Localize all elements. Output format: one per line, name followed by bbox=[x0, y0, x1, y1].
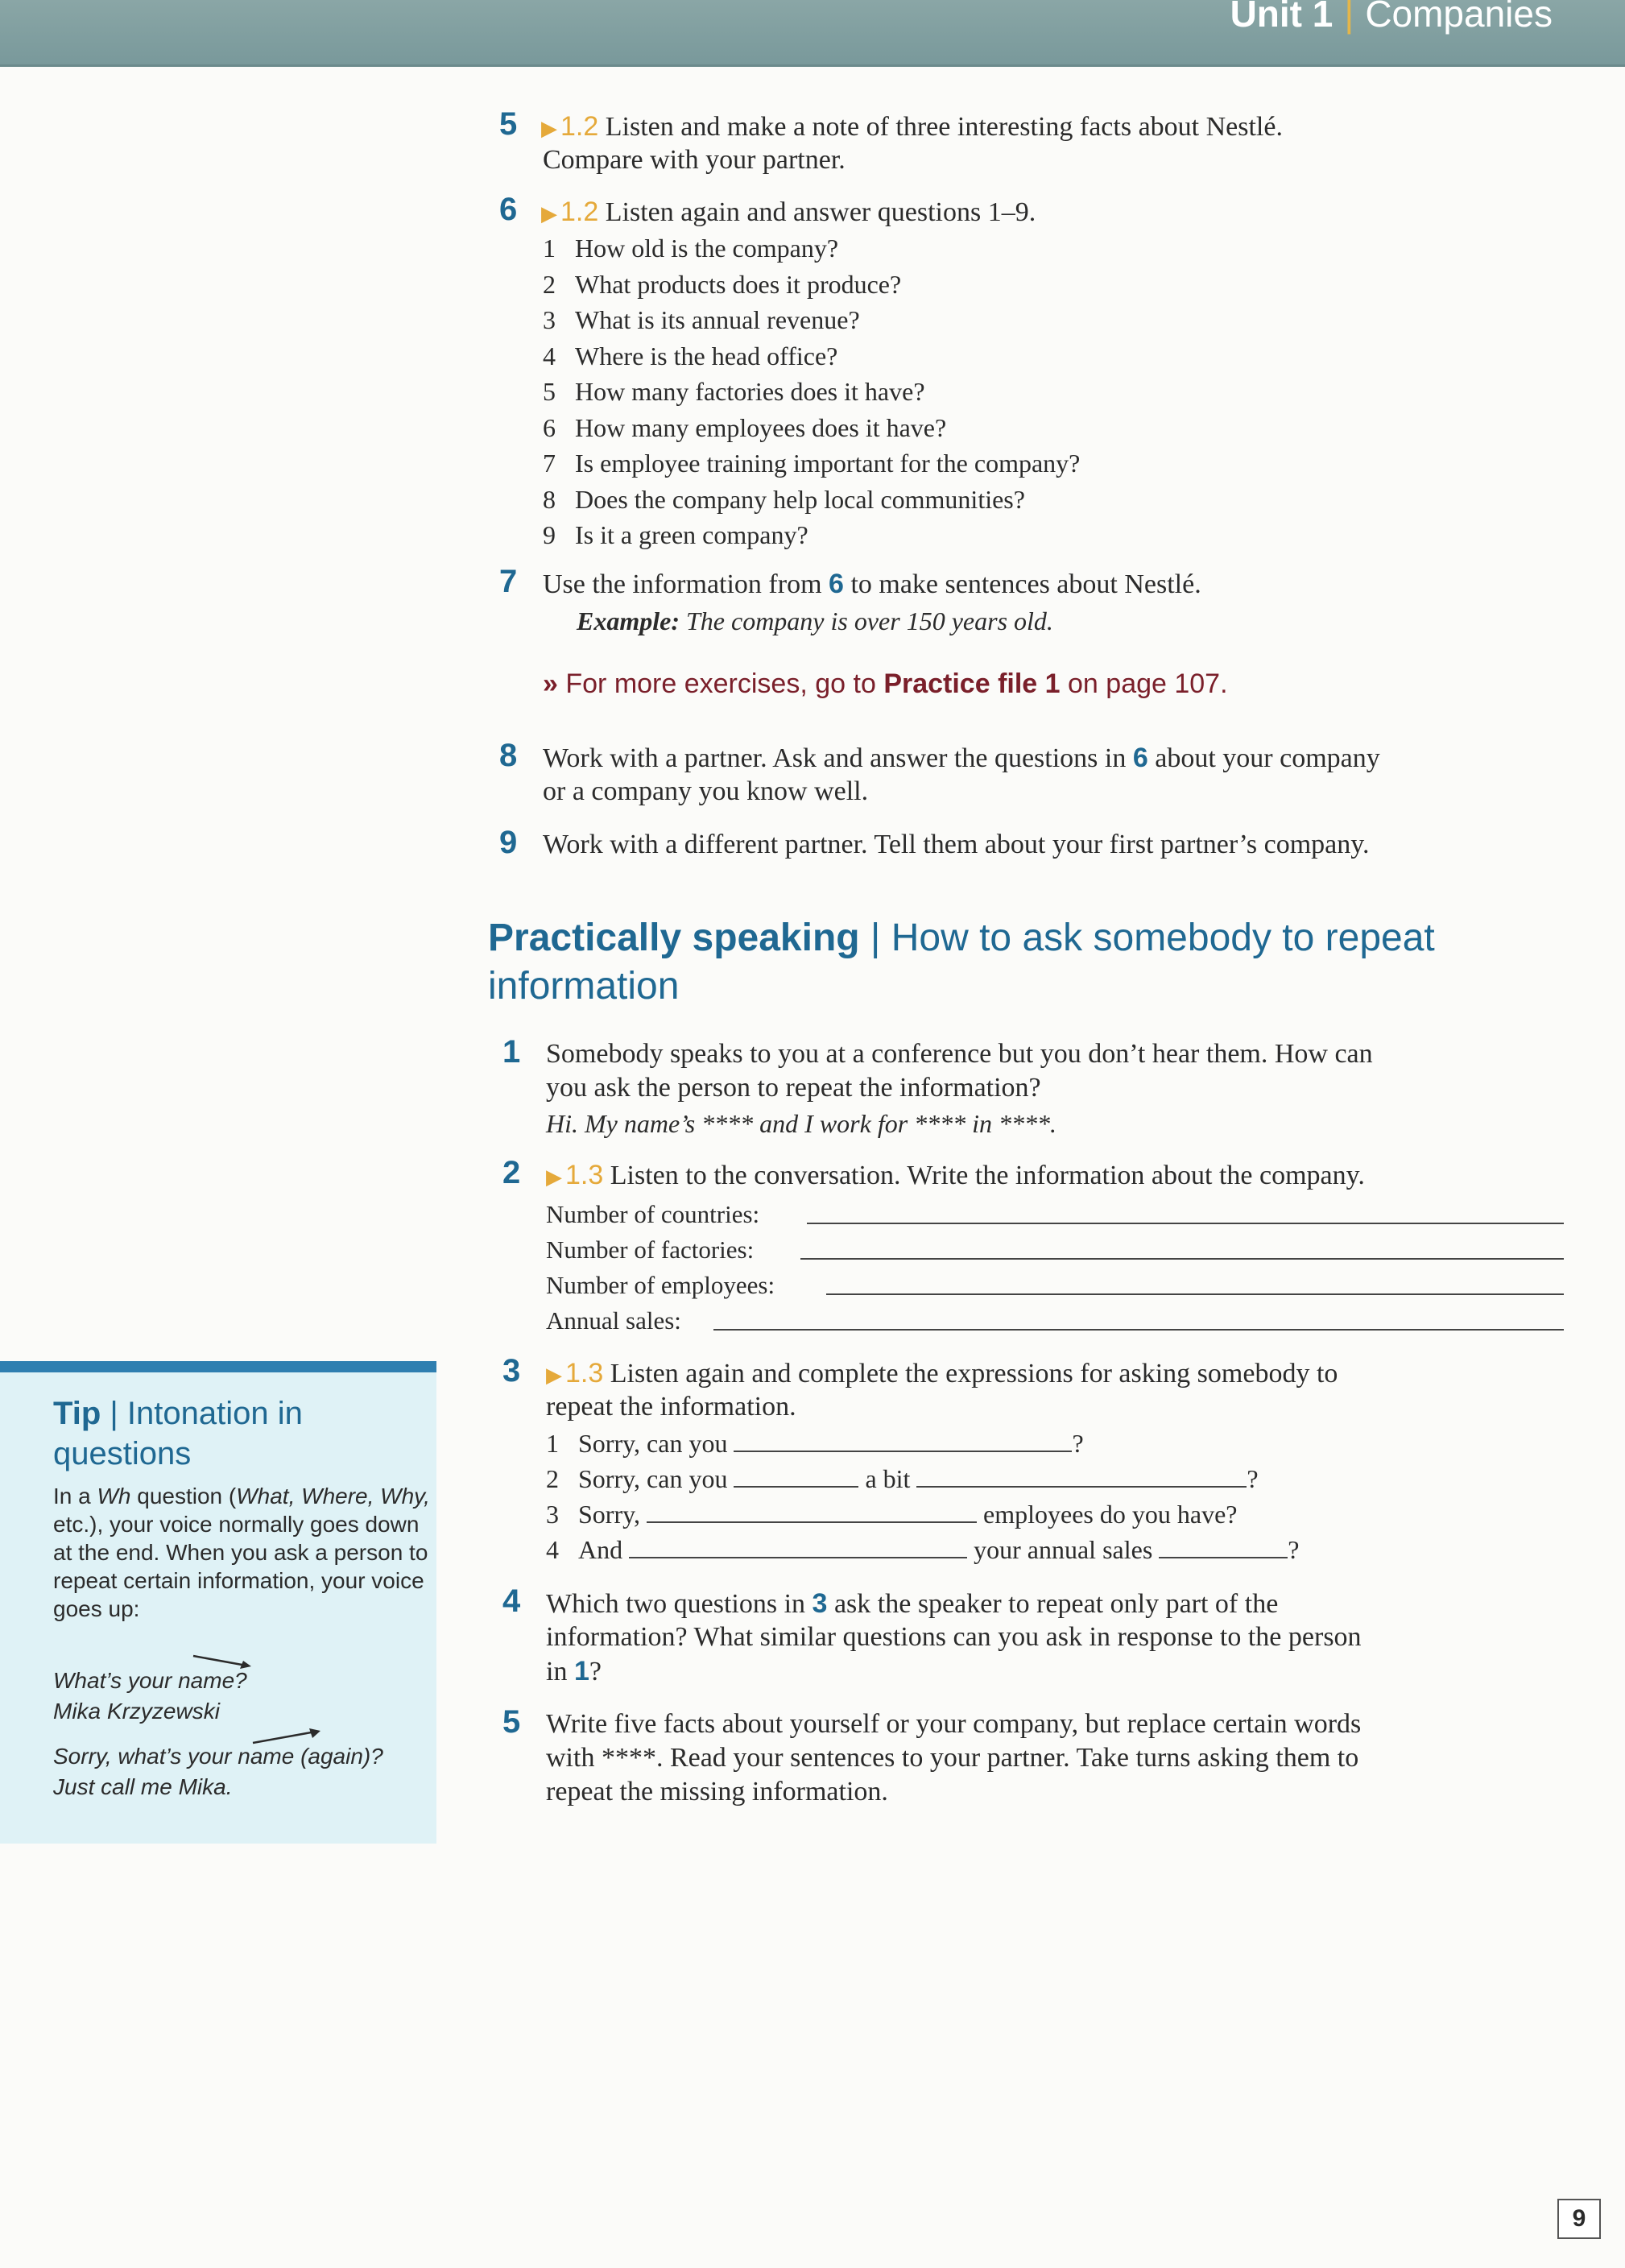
list-item: 1 How old is the company? bbox=[543, 234, 839, 263]
gap-blank[interactable] bbox=[629, 1534, 967, 1558]
list-item: 2 What products does it produce? bbox=[543, 269, 902, 299]
exercise-reference: 6 bbox=[829, 569, 844, 599]
exercise-9-number: 9 bbox=[499, 825, 518, 860]
field-label-factories: Number of factories: bbox=[546, 1235, 755, 1264]
ps-exercise-1-prompt: Hi. My name’s **** and I work for **** in ****. bbox=[546, 1109, 1057, 1138]
list-item: 7 Is employee training important for the company? bbox=[543, 449, 1081, 478]
exercise-5-line-2: Compare with your partner. bbox=[543, 145, 846, 175]
exercise-7-example: Example: The company is over 150 years old. bbox=[577, 606, 1053, 635]
exercise-8-line-1: Work with a partner. Ask and answer the questions in 6 about your company bbox=[543, 743, 1380, 773]
gap-blank[interactable] bbox=[734, 1428, 1072, 1452]
ps-exercise-3-line-2: repeat the information. bbox=[546, 1392, 796, 1422]
field-label-employees: Number of employees: bbox=[546, 1271, 775, 1299]
employees-answer-line[interactable] bbox=[826, 1293, 1564, 1295]
list-item: 8 Does the company help local communities? bbox=[543, 484, 1025, 514]
ps-exercise-2-number: 2 bbox=[502, 1155, 521, 1190]
audio-track-1-3[interactable]: ▶ 1.3 bbox=[546, 1160, 604, 1190]
tip-example-1-answer: Mika Krzyzewski bbox=[53, 1699, 220, 1724]
gap-fill-item: 1 Sorry, can you ? bbox=[546, 1429, 1084, 1458]
audio-track-1-2[interactable]: ▶ 1.2 bbox=[541, 111, 599, 142]
list-item: 6 How many employees does it have? bbox=[543, 412, 947, 442]
double-chevron-icon: » bbox=[543, 668, 558, 699]
unit-number: Unit 1 bbox=[1230, 0, 1333, 35]
tip-example-2-question: Sorry, what’s your name (again)? bbox=[53, 1744, 383, 1769]
ps-exercise-2-instruction: ▶ 1.3 Listen to the conversation. Write the information about the company. bbox=[546, 1160, 1365, 1190]
tip-body: In a Wh question (What, Where, Why, etc.), your voice normally goes down at the end. When you ask a person to repeat certain information, your voice goes up: bbox=[53, 1484, 430, 1621]
play-icon: ▶ bbox=[541, 116, 557, 140]
ps-exercise-3-number: 3 bbox=[502, 1353, 521, 1389]
list-item: 5 How many factories does it have? bbox=[543, 377, 925, 406]
play-icon: ▶ bbox=[546, 1363, 562, 1387]
field-label-annual-sales: Annual sales: bbox=[546, 1306, 681, 1335]
annual-sales-answer-line[interactable] bbox=[713, 1329, 1564, 1331]
ps-exercise-5-line-1: Write five facts about yourself or your company, but replace certain words bbox=[546, 1709, 1362, 1739]
exercise-5-line-1: ▶ 1.2 Listen and make a note of three interesting facts about Nestlé. bbox=[541, 111, 1283, 142]
unit-title bbox=[1230, 0, 1553, 35]
exercise-reference: 3 bbox=[812, 1588, 828, 1619]
exercise-5-number: 5 bbox=[499, 106, 518, 142]
ps-exercise-5-line-2: with ****. Read your sentences to your partner. Take turns asking them to bbox=[546, 1743, 1359, 1773]
header-separator: | bbox=[1344, 0, 1354, 35]
exercise-7-instruction: Use the information from 6 to make sentences about Nestlé. bbox=[543, 569, 1201, 599]
gap-fill-item: 4 And your annual sales ? bbox=[546, 1535, 1300, 1564]
exercise-8-line-2: or a company you know well. bbox=[543, 776, 869, 806]
tip-title: Tip | Intonation in questions bbox=[53, 1396, 303, 1471]
ps-exercise-1-number: 1 bbox=[502, 1034, 521, 1070]
gap-fill-item: 3 Sorry, employees do you have? bbox=[546, 1500, 1238, 1529]
exercise-6-questions bbox=[543, 230, 1080, 553]
page-number: 9 bbox=[1557, 2199, 1601, 2239]
factories-answer-line[interactable] bbox=[800, 1258, 1564, 1260]
audio-track-1-3[interactable]: ▶ 1.3 bbox=[546, 1358, 604, 1389]
exercise-reference: 1 bbox=[573, 1656, 589, 1687]
ps-exercise-4-line-2: information? What similar questions can you ask in response to the person bbox=[546, 1622, 1362, 1652]
tip-example-2-answer: Just call me Mika. bbox=[53, 1774, 233, 1799]
gap-fill-item: 2 Sorry, can you a bit ? bbox=[546, 1464, 1259, 1493]
play-icon: ▶ bbox=[546, 1165, 562, 1189]
exercise-7-number: 7 bbox=[499, 564, 518, 599]
ps-exercise-5-number: 5 bbox=[502, 1704, 521, 1740]
list-item: 9 Is it a green company? bbox=[543, 520, 808, 549]
exercise-6-number: 6 bbox=[499, 192, 518, 227]
exercise-6-instruction: ▶ 1.2 Listen again and answer questions 1–9. bbox=[541, 197, 1036, 227]
ps-exercise-3-line-1: ▶ 1.3 Listen again and complete the expressions for asking somebody to bbox=[546, 1358, 1338, 1389]
ps-exercise-4-line-3: in 1? bbox=[546, 1656, 602, 1687]
exercise-reference: 6 bbox=[1132, 743, 1148, 773]
tip-example-1-question: What’s your name? bbox=[53, 1668, 247, 1693]
ps-exercise-4-number: 4 bbox=[502, 1583, 521, 1619]
unit-topic: Companies bbox=[1365, 0, 1553, 35]
gap-blank[interactable] bbox=[916, 1463, 1247, 1488]
list-item: 3 What is its annual revenue? bbox=[543, 305, 860, 334]
ps-exercise-1-line-2: you ask the person to repeat the information? bbox=[546, 1073, 1041, 1103]
list-item: 4 Where is the head office? bbox=[543, 341, 838, 370]
ps-exercise-4-line-1: Which two questions in 3 ask the speaker to repeat only part of the bbox=[546, 1588, 1279, 1619]
field-label-countries: Number of countries: bbox=[546, 1200, 760, 1228]
gap-blank[interactable] bbox=[1159, 1534, 1288, 1558]
ps-exercise-5-line-3: repeat the missing information. bbox=[546, 1777, 888, 1807]
play-icon: ▶ bbox=[541, 201, 557, 226]
practice-file-link[interactable]: » For more exercises, go to Practice file 1 on page 107. bbox=[543, 668, 1228, 699]
audio-track-1-2[interactable]: ▶ 1.2 bbox=[541, 197, 599, 227]
section-heading: Practically speaking | How to ask somebody to repeat information bbox=[488, 917, 1435, 1008]
ps-exercise-1-line-1: Somebody speaks to you at a conference but you don’t hear them. How can bbox=[546, 1039, 1373, 1069]
exercise-8-number: 8 bbox=[499, 738, 518, 773]
exercise-9-instruction: Work with a different partner. Tell them about your first partner’s company. bbox=[543, 830, 1370, 859]
gap-blank[interactable] bbox=[734, 1463, 858, 1488]
countries-answer-line[interactable] bbox=[807, 1223, 1564, 1224]
gap-blank[interactable] bbox=[647, 1499, 977, 1523]
